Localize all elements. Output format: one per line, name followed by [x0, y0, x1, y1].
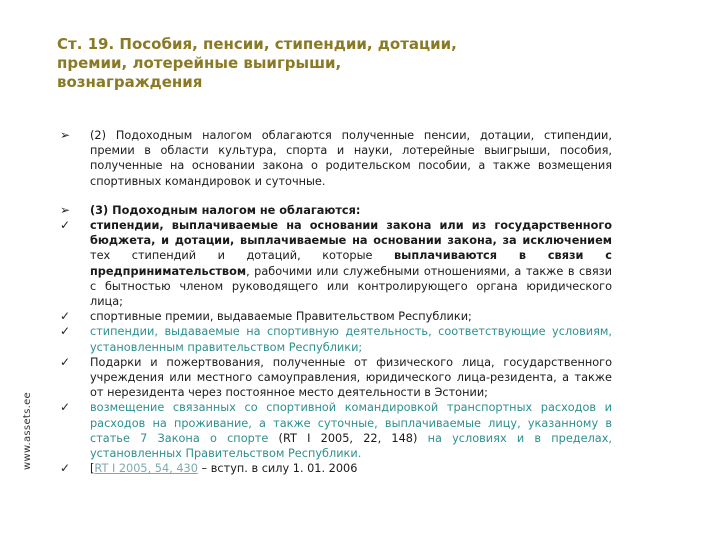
checkmark-icon: ✓ — [60, 309, 71, 324]
list-item-paragraph-2 — [60, 128, 612, 189]
check-4-text: Подарки и пожертвования, полученные от физического лица, государственного учреждения или местного самоуправления, юридического лица-резидента, а также от нерезидента через постоянное место деятельности в Эстонии; — [90, 355, 612, 400]
check-6-text: [RT I 2005, 54, 430 – вступ. в силу 1. 01. 2006 — [90, 462, 358, 476]
check-1-text: стипендии, выплачиваемые на основании закона или из государственного бюджета, и дотации, выплачиваемые на основании закона, за исключением тех стипендий и дотаций, которые выплачиваются в связи с предпринимательством, рабочими или служебными отношениями, а также в связи с бытностью членом руководящего или контролирующего органа юридического лица; — [90, 219, 612, 309]
page-title — [57, 35, 577, 92]
checkmark-icon: ✓ — [60, 324, 71, 339]
list-item-check-4 — [60, 355, 612, 401]
list-item-check-2 — [60, 309, 612, 324]
checkmark-icon: ✓ — [60, 461, 71, 476]
list-item-paragraph-3 — [60, 203, 612, 218]
title-line-1: Ст. 19. Пособия, пенсии, стипендии, дотации, — [57, 35, 457, 53]
arrow-bullet-icon: ➢ — [60, 128, 71, 142]
paragraph-2-text: (2) Подоходным налогом облагаются полученные пенсии, дотации, стипендии, премии в области культура, спорта и науки, лотерейные выигрыши, пособия, полученные на основании закона о родительском пособии, а также возмещения спортивных командировок и суточные. — [90, 129, 612, 188]
list-item-check-5 — [60, 400, 612, 461]
paragraph-3-text: (3) Подоходным налогом не облагаются: — [90, 203, 361, 217]
checkmark-icon: ✓ — [60, 400, 71, 415]
title-line-3: вознаграждения — [57, 73, 203, 91]
check-2-text: спортивные премии, выдаваемые Правительством Республики; — [90, 310, 472, 324]
check-3-text: стипендии, выдаваемые на спортивную деятельность, соответствующие условиям, установленным правительством Республики; — [90, 325, 612, 354]
list-item-check-6 — [60, 461, 612, 476]
checkmark-icon: ✓ — [60, 354, 71, 369]
title-line-2: премии, лотерейные выигрыши, — [57, 54, 342, 72]
article-content — [60, 128, 612, 476]
checkmark-icon: ✓ — [60, 218, 71, 233]
check-5-text: возмещение связанных со спортивной командировкой транспортных расходов и расходов на проживание, а также суточные, выплачиваемые лицу, указанному в статье 7 Закона о спорте (RT I 2005, 22, 148) на условиях и в пределах, установленных Правительством Республики. — [90, 401, 612, 461]
rt-reference-link[interactable]: RT I 2005, 54, 430 — [94, 462, 198, 476]
list-item-check-3 — [60, 324, 612, 354]
arrow-bullet-icon: ➢ — [60, 202, 71, 217]
list-item-check-1 — [60, 218, 612, 309]
sidebar-website-text: www.assets.ee — [22, 391, 33, 470]
